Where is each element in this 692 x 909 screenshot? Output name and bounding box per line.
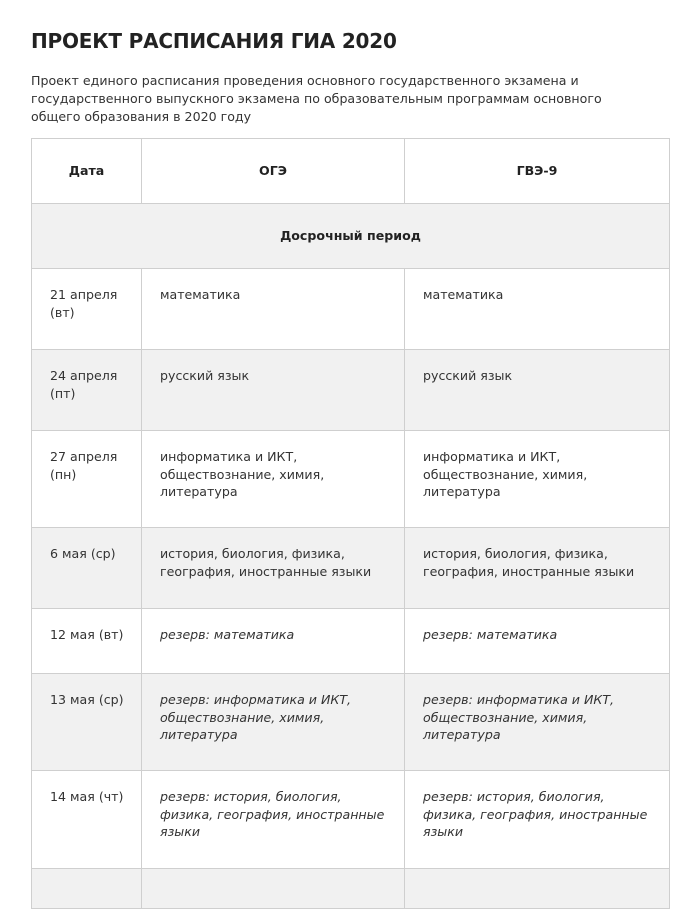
table-row: [32, 350, 670, 431]
oge-cell: русский язык: [142, 350, 405, 431]
period-row: [32, 204, 670, 269]
date-cell: 24 апреля (пт): [32, 350, 142, 431]
gve-cell: русский язык: [405, 350, 670, 431]
date-cell: 6 мая (ср): [32, 528, 142, 609]
header-oge: ОГЭ: [142, 139, 405, 204]
oge-cell: информатика и ИКТ, обществознание, химия, литература: [142, 431, 405, 528]
table-row: [32, 674, 670, 771]
gve-cell: [405, 771, 670, 869]
header-date: Дата: [32, 139, 142, 204]
reserve-text: резерв: история, биология, физика, география, иностранные языки: [160, 789, 385, 839]
reserve-text: резерв: история, биология, физика, география, иностранные языки: [423, 789, 648, 839]
date-cell: 12 мая (вт): [32, 609, 142, 674]
gve-cell: [405, 869, 670, 909]
date-cell: [32, 869, 142, 909]
reserve-text: резерв: информатика и ИКТ, обществознание, химия, литература: [423, 692, 615, 742]
table-header-row: [32, 139, 670, 204]
intro-text: Проект единого расписания проведения основного государственного экзамена и государственного выпускного экзамена по образовательным программам основного общего образования в 2020 году: [31, 73, 602, 124]
gve-cell: [405, 674, 670, 771]
date-cell: 27 апреля (пн): [32, 431, 142, 528]
gve-cell: информатика и ИКТ, обществознание, химия, литература: [405, 431, 670, 528]
reserve-text: резерв: информатика и ИКТ, обществознание, химия, литература: [160, 692, 352, 742]
oge-cell: [142, 674, 405, 771]
table-row: [32, 528, 670, 609]
date-cell: 21 апреля (вт): [32, 269, 142, 350]
table-row: [32, 269, 670, 350]
header-gve: ГВЭ-9: [405, 139, 670, 204]
date-cell: 13 мая (ср): [32, 674, 142, 771]
oge-cell: [142, 771, 405, 869]
oge-cell: математика: [142, 269, 405, 350]
gve-cell: [405, 609, 670, 674]
table-row: [32, 771, 670, 869]
date-cell: 14 мая (чт): [32, 771, 142, 869]
gve-cell: история, биология, физика, география, иностранные языки: [405, 528, 670, 609]
oge-cell: [142, 609, 405, 674]
period-label: Досрочный период: [32, 204, 670, 269]
page-title: ПРОЕКТ РАСПИСАНИЯ ГИА 2020: [31, 29, 397, 53]
gve-cell: математика: [405, 269, 670, 350]
table-row: [32, 431, 670, 528]
reserve-text: резерв: математика: [423, 627, 558, 642]
table-row: [32, 869, 670, 909]
oge-cell: [142, 869, 405, 909]
reserve-text: резерв: математика: [160, 627, 295, 642]
oge-cell: история, биология, физика, география, иностранные языки: [142, 528, 405, 609]
schedule-table: [31, 138, 670, 909]
table-row: [32, 609, 670, 674]
